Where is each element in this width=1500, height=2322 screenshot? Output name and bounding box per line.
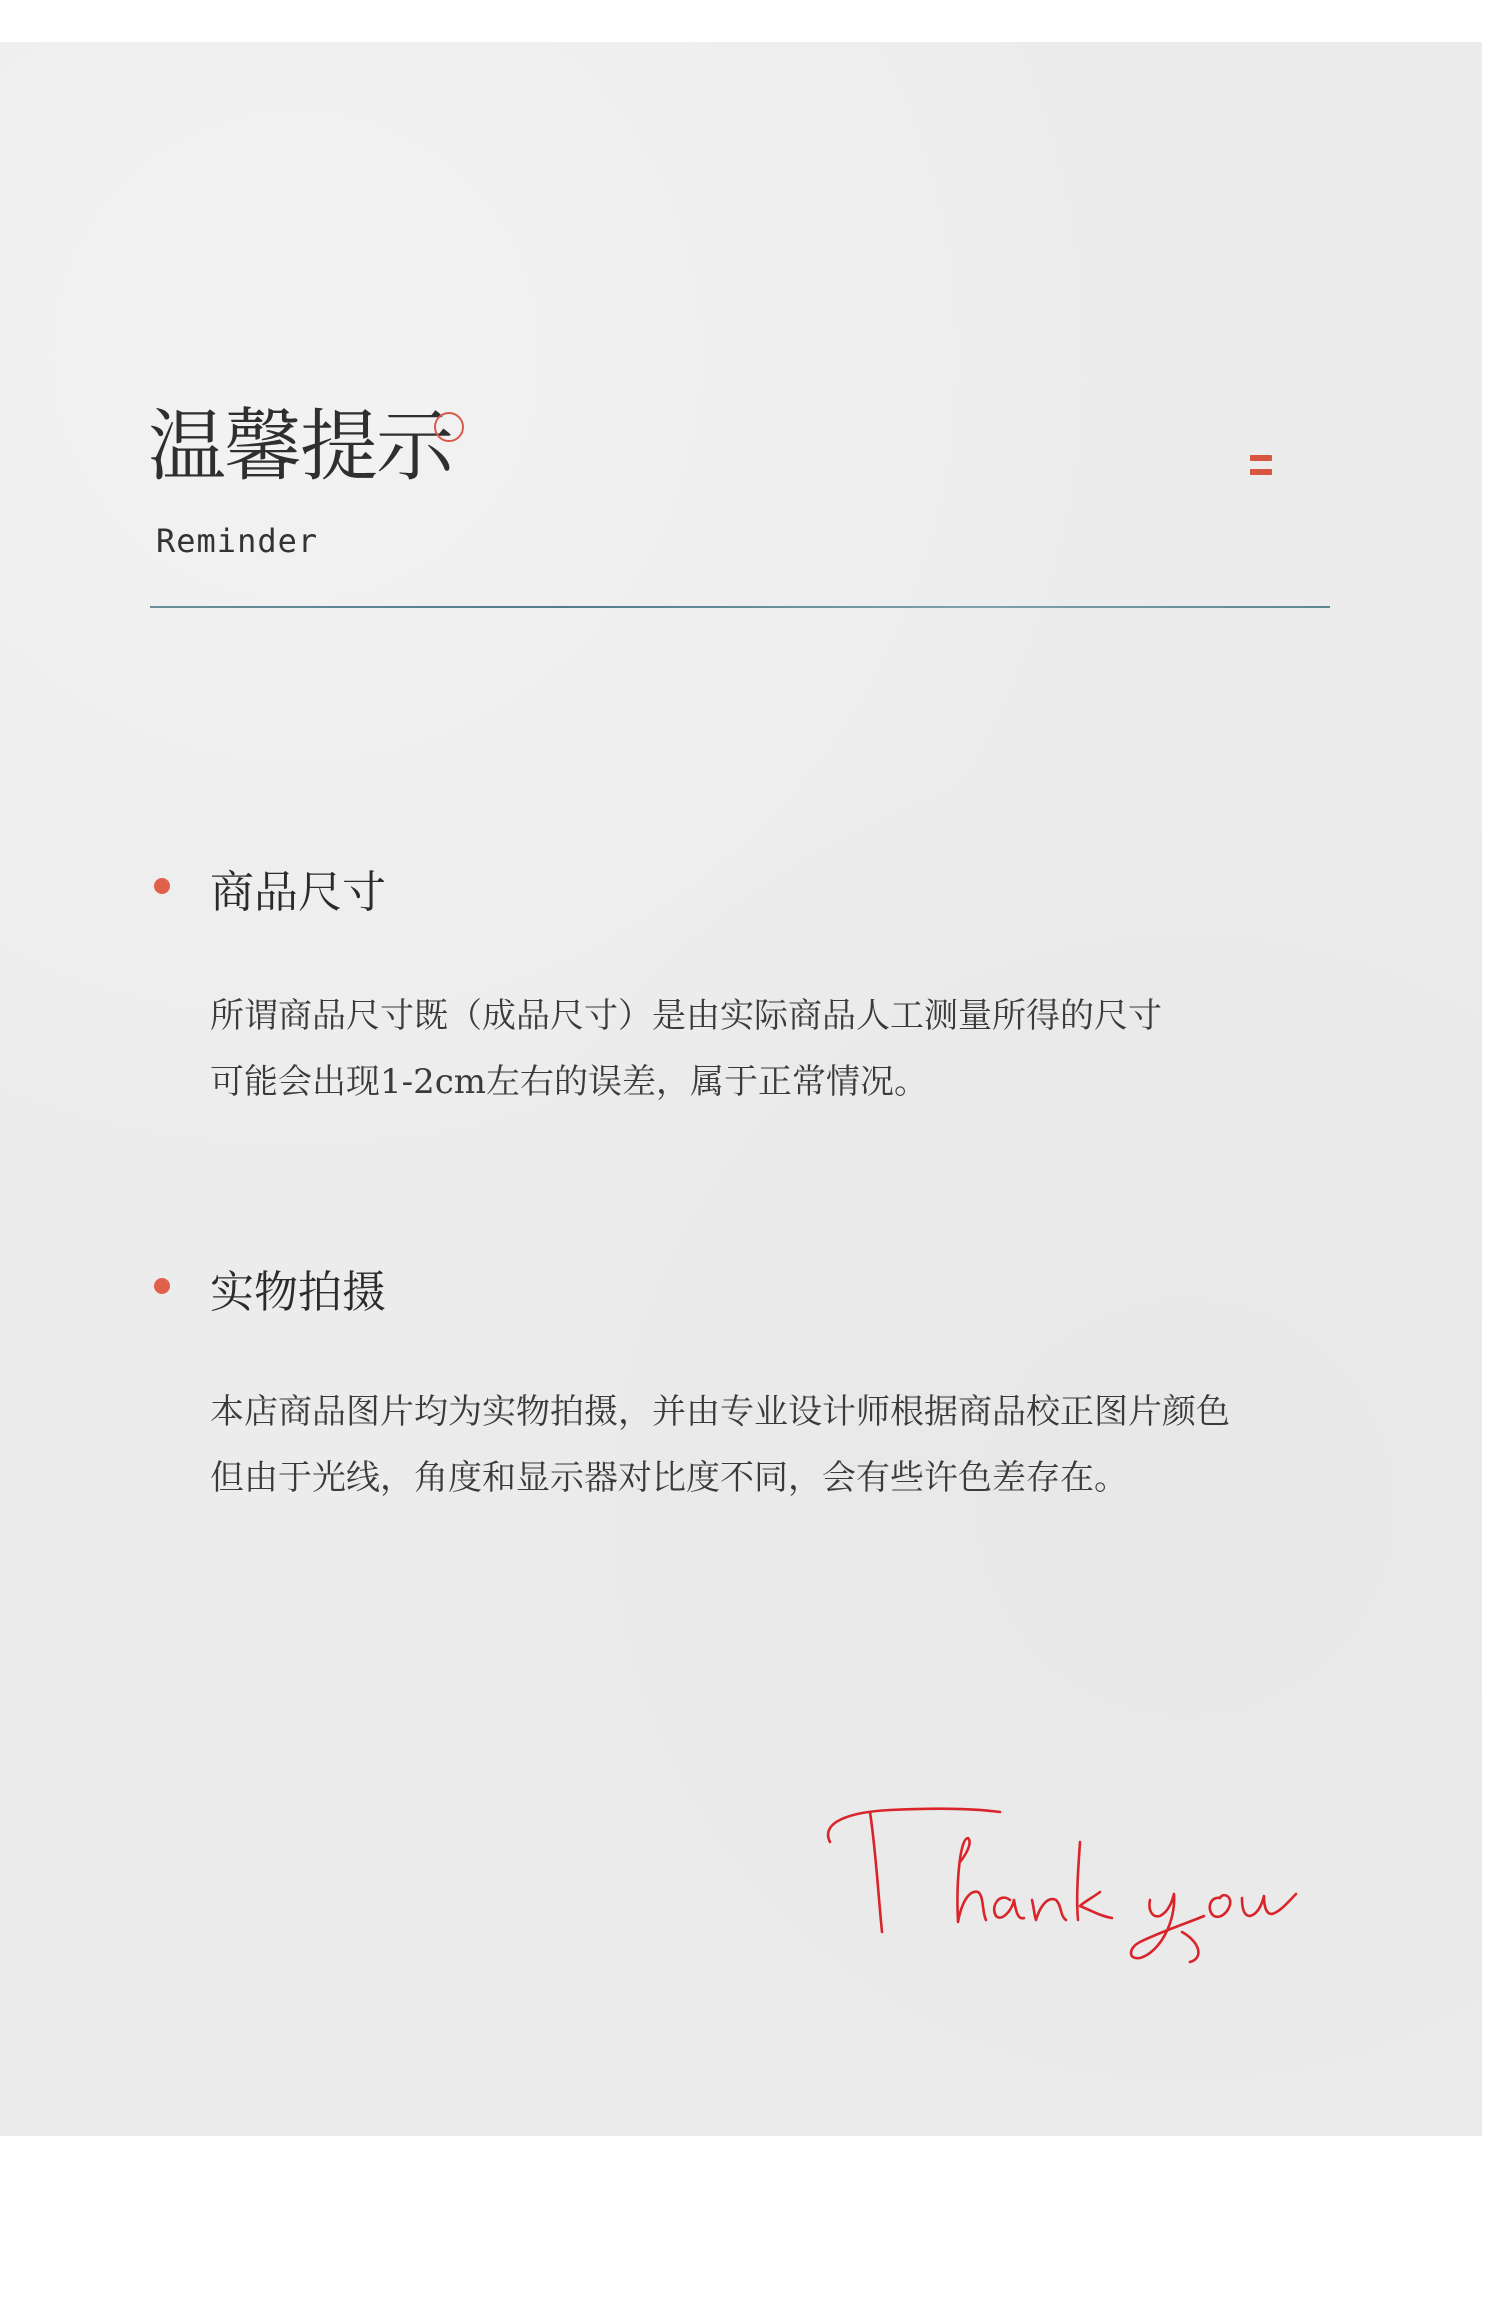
page-title: 温馨提示 — [148, 402, 453, 492]
bullet-dot-icon — [154, 878, 170, 894]
section-heading-photo: 实物拍摄 — [210, 1267, 386, 1318]
section-body-photo — [210, 1379, 1230, 1511]
page-subtitle: Reminder — [156, 522, 319, 560]
ring-ornament-icon — [434, 412, 464, 442]
section-body-size — [210, 983, 1162, 1115]
header-divider — [150, 606, 1330, 608]
section-line: 可能会出现1-2cm左右的误差，属于正常情况。 — [210, 1062, 929, 1102]
thank-you-signature — [810, 1782, 1350, 1972]
reminder-card — [0, 42, 1482, 2136]
section-heading-size: 商品尺寸 — [210, 867, 386, 918]
bullet-dot-icon — [154, 1278, 170, 1294]
section-line: 所谓商品尺寸既（成品尺寸）是由实际商品人工测量所得的尺寸 — [210, 996, 1162, 1036]
section-line: 本店商品图片均为实物拍摄，并由专业设计师根据商品校正图片颜色 — [210, 1392, 1230, 1432]
menu-icon — [1250, 455, 1272, 485]
section-line: 但由于光线，角度和显示器对比度不同，会有些许色差存在。 — [210, 1458, 1128, 1498]
